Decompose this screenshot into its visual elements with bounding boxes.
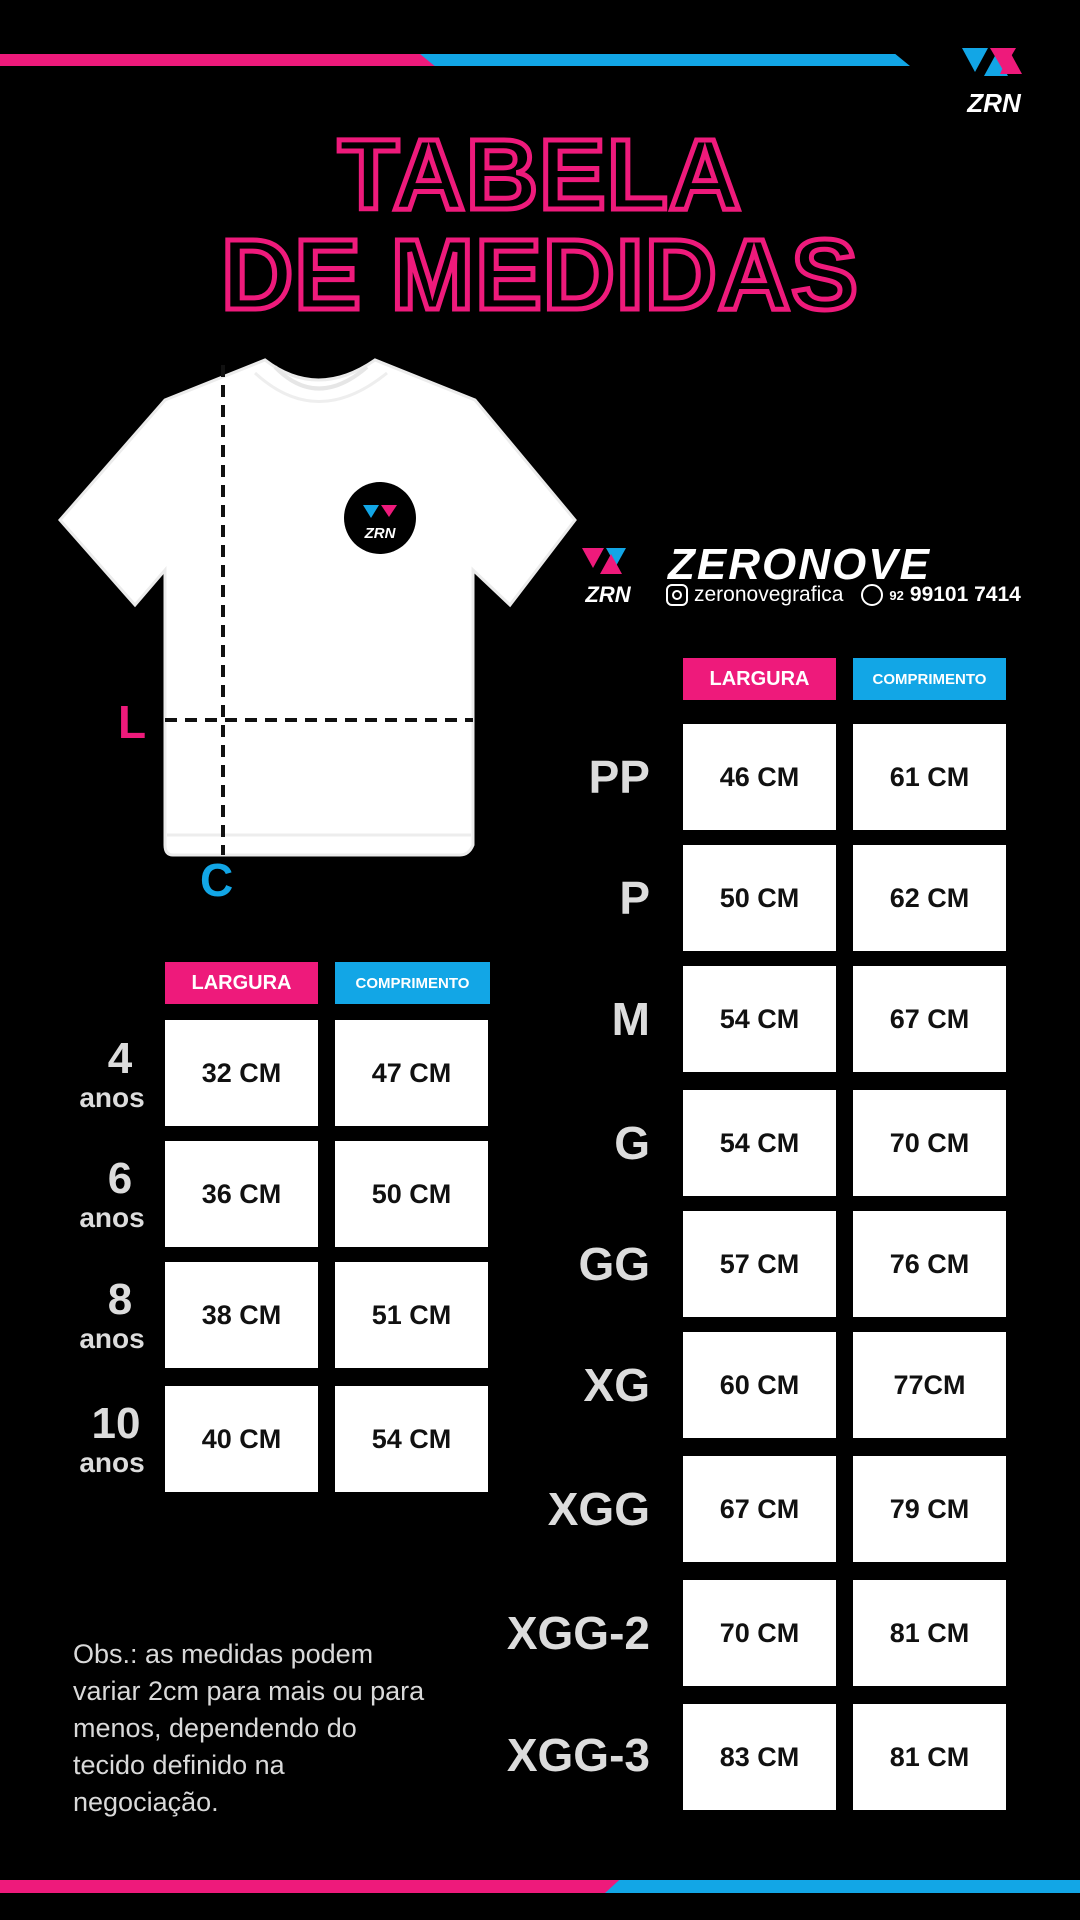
bottom-stripe-pink bbox=[0, 1880, 640, 1893]
size-label: GG bbox=[578, 1238, 650, 1290]
length-cell: 81 CM bbox=[853, 1704, 1006, 1810]
size-label: G bbox=[614, 1117, 650, 1169]
age-number: 4 bbox=[107, 1034, 133, 1083]
kids-header-length: COMPRIMENTO bbox=[335, 962, 490, 1004]
length-cell: 47 CM bbox=[335, 1020, 488, 1126]
age-unit: anos bbox=[79, 1202, 145, 1233]
size-label: PP bbox=[588, 751, 650, 803]
width-cell: 54 CM bbox=[683, 1090, 836, 1196]
phone-number: 99101 7414 bbox=[909, 583, 1021, 606]
instagram-icon bbox=[666, 584, 688, 606]
bottom-stripe-blue bbox=[605, 1880, 1080, 1893]
length-cell: 70 CM bbox=[853, 1090, 1006, 1196]
width-letter: L bbox=[118, 696, 147, 748]
length-cell: 77CM bbox=[853, 1332, 1006, 1438]
size-label: M bbox=[611, 993, 650, 1045]
width-cell: 83 CM bbox=[683, 1704, 836, 1810]
age-number: 10 bbox=[91, 1399, 141, 1448]
width-cell: 40 CM bbox=[165, 1386, 318, 1492]
kids-header-width: LARGURA bbox=[165, 962, 318, 1004]
adult-header-length: COMPRIMENTO bbox=[853, 658, 1006, 700]
length-cell: 62 CM bbox=[853, 845, 1006, 951]
length-cell: 54 CM bbox=[335, 1386, 488, 1492]
brand-name: ZERONOVE bbox=[668, 540, 931, 589]
age-unit: anos bbox=[79, 1447, 145, 1478]
age-number: 6 bbox=[107, 1154, 133, 1203]
chest-logo-icon bbox=[344, 482, 416, 554]
width-cell: 60 CM bbox=[683, 1332, 836, 1438]
width-cell: 46 CM bbox=[683, 724, 836, 830]
brand-contacts bbox=[666, 583, 1021, 607]
length-cell: 50 CM bbox=[335, 1141, 488, 1247]
size-label: XG bbox=[583, 1359, 650, 1411]
length-cell: 61 CM bbox=[853, 724, 1006, 830]
length-cell: 81 CM bbox=[853, 1580, 1006, 1686]
width-cell: 67 CM bbox=[683, 1456, 836, 1562]
width-cell: 38 CM bbox=[165, 1262, 318, 1368]
logo-text: ZRN bbox=[967, 88, 1021, 118]
age-unit: anos bbox=[79, 1323, 145, 1354]
triangles-logo-icon bbox=[950, 30, 1040, 120]
length-cell: 67 CM bbox=[853, 966, 1006, 1072]
brand-block-logo-icon bbox=[578, 540, 644, 606]
size-label: XGG bbox=[547, 1483, 650, 1535]
size-label: XGG-3 bbox=[506, 1729, 650, 1781]
width-cell: 50 CM bbox=[683, 845, 836, 951]
age-number: 8 bbox=[107, 1275, 133, 1324]
svg-text:ZRN: ZRN bbox=[585, 582, 631, 606]
title-line-1: TABELA bbox=[337, 119, 743, 231]
top-stripe-pink bbox=[0, 54, 440, 66]
brand-logo bbox=[950, 30, 1040, 120]
length-cell: 51 CM bbox=[335, 1262, 488, 1368]
top-stripe-blue bbox=[420, 54, 910, 66]
size-label: P bbox=[619, 872, 650, 924]
length-cell: 76 CM bbox=[853, 1211, 1006, 1317]
size-label: XGG-2 bbox=[506, 1607, 650, 1659]
whatsapp-icon bbox=[861, 584, 883, 606]
width-cell: 54 CM bbox=[683, 966, 836, 1072]
svg-text:ZRN: ZRN bbox=[364, 525, 396, 542]
width-cell: 57 CM bbox=[683, 1211, 836, 1317]
adult-header-width: LARGURA bbox=[683, 658, 836, 700]
instagram-handle: zeronovegrafica bbox=[694, 583, 844, 606]
width-cell: 36 CM bbox=[165, 1141, 318, 1247]
title-line-2: DE MEDIDAS bbox=[221, 219, 859, 331]
width-cell: 70 CM bbox=[683, 1580, 836, 1686]
width-cell: 32 CM bbox=[165, 1020, 318, 1126]
age-unit: anos bbox=[79, 1082, 145, 1113]
length-letter: C bbox=[200, 854, 234, 906]
phone-prefix: 92 bbox=[889, 587, 904, 603]
length-cell: 79 CM bbox=[853, 1456, 1006, 1562]
measurement-note: Obs.: as medidas podem variar 2cm para mais ou para menos, dependendo do tecido definido na negociação. bbox=[73, 1639, 425, 1817]
